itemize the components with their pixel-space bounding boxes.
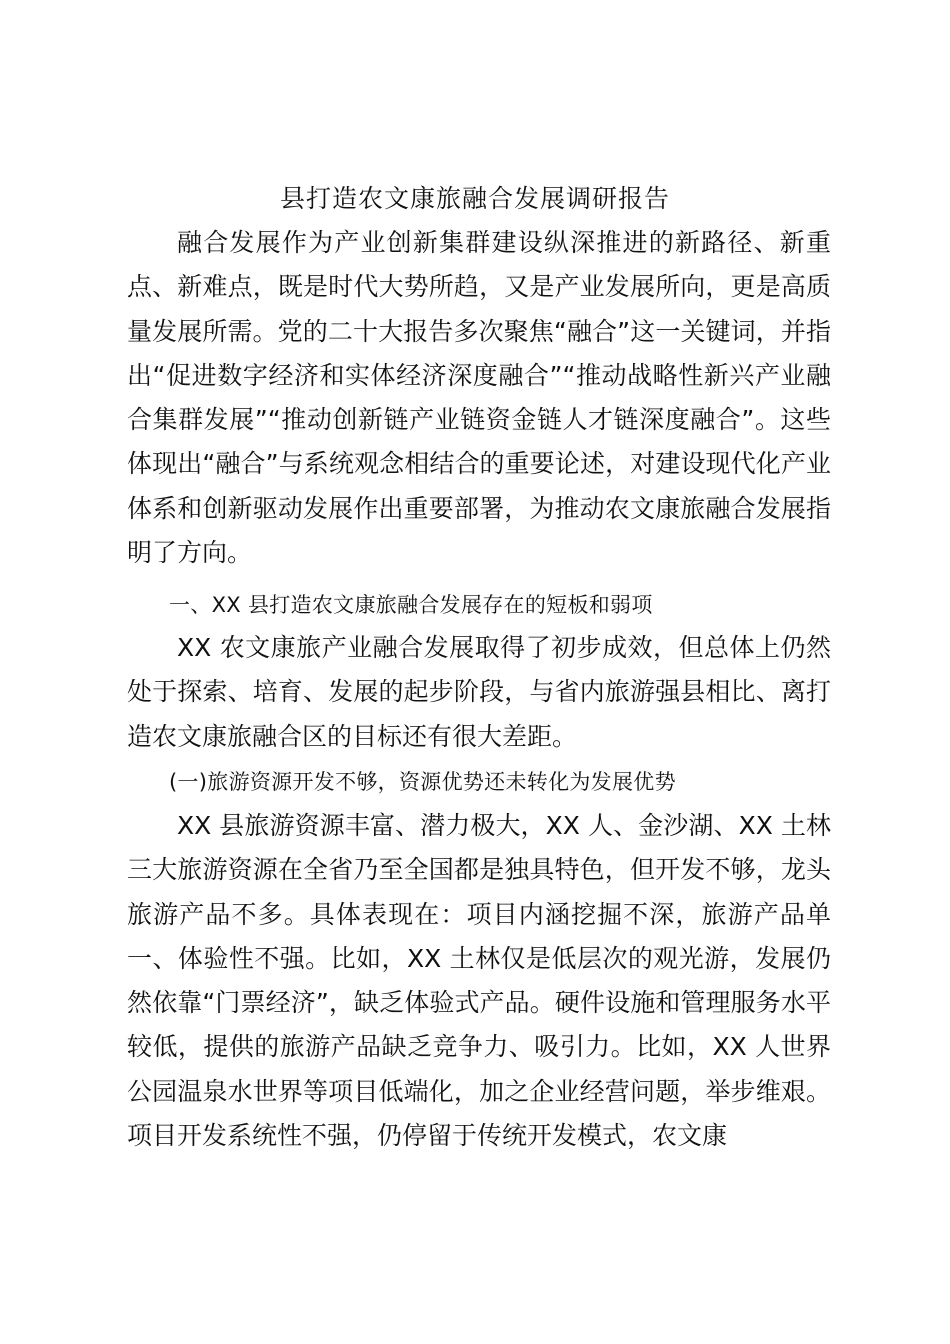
- section-1-paragraph: XX 农文康旅产业融合发展取得了初步成效，但总体上仍然处于探索、培育、发展的起步阶段，与省内旅游强县相比、离打造农文康旅融合区的目标还有很大差距。: [127, 633, 831, 751]
- section-heading-1: 一、XX 县打造农文康旅融合发展存在的短板和弱项: [169, 593, 653, 617]
- document-title: 县打造农文康旅融合发展调研报告: [279, 184, 670, 213]
- subsection-heading-1: (一)旅游资源开发不够，资源优势还未转化为发展优势: [169, 770, 676, 794]
- subsection-1-paragraph: XX 县旅游资源丰富、潜力极大，XX 人、金沙湖、XX 土林三大旅游资源在全省乃至全国都是独具特色，但开发不够，龙头旅游产品不多。具体表现在：项目内涵挖掘不深，旅游产品单一、体验性不强。比如，XX 土林仅是低层次的观光游，发展仍然依靠“门票经济”，缺乏体验式产品。硬件设施和管理服务水平较低，提供的旅游产品缺乏竞争力、吸引力。比如，XX 人世界公园温泉水世界等项目低端化，加之企业经营问题，举步维艰。项目开发系统性不强，仍停留于传统开发模式，农文康: [127, 811, 831, 1151]
- intro-paragraph: 融合发展作为产业创新集群建设纵深推进的新路径、新重点、新难点，既是时代大势所趋，又是产业发展所向，更是高质量发展所需。党的二十大报告多次聚焦“融合”这一关键词，并指出“促进数字经济和实体经济深度融合”“推动战略性新兴产业融合集群发展”“推动创新链产业链资金链人才链深度融合”。这些体现出“融合”与系统观念相结合的重要论述，对建设现代化产业体系和创新驱动发展作出重要部署，为推动农文康旅融合发展指明了方向。: [127, 228, 831, 568]
